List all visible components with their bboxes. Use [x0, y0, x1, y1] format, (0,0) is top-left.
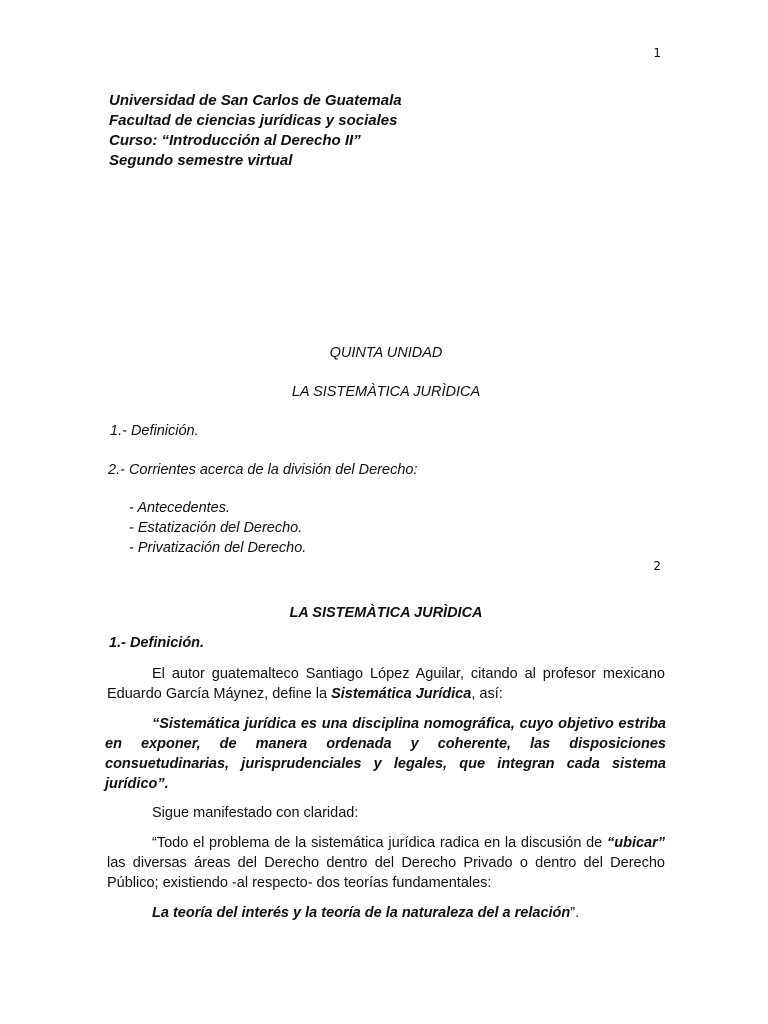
paragraph-emphasis: “ubicar”: [606, 835, 665, 851]
definition-quote: [105, 714, 666, 794]
paragraph-text: ”.: [570, 905, 580, 921]
paragraph-theories: [107, 903, 665, 923]
header-semester: Segundo semestre virtual: [109, 152, 293, 169]
paragraph-text: , así:: [471, 686, 503, 702]
paragraph-definition: [107, 664, 665, 704]
paragraph-text: El autor guatemalteco Santiago López Aguilar, citando al profesor mexicano Eduardo García Máynez, define la: [107, 666, 665, 702]
section-heading: 1.- Definición.: [109, 635, 205, 651]
paragraph-emphasis: Sistemática Jurídica: [331, 686, 472, 702]
page-title: LA SISTEMÀTICA JURÌDICA: [291, 384, 481, 400]
paragraph-emphasis: La teoría del interés y la teoría de la naturaleza del a relación: [152, 905, 571, 921]
header-faculty: Facultad de ciencias jurídicas y sociales: [109, 112, 398, 129]
page-number-1: 1: [653, 46, 661, 60]
paragraph-follow: [107, 803, 665, 823]
outline-item-1: 1.- Definición.: [110, 423, 199, 439]
outline-subitem: - Estatización del Derecho.: [129, 520, 303, 536]
paragraph-problem: [107, 833, 665, 893]
outline-subitem: - Privatización del Derecho.: [129, 540, 307, 556]
paragraph-text: Sigue manifestado con claridad:: [152, 805, 359, 821]
quote-text: “Sistemática jurídica es una disciplina nomográfica, cuyo objetivo estriba en exponer, de manera ordenada y coherente, las disposiciones consuetudinarias, jurisprudenciales y legales, que integran cada sistema jurídico”.: [105, 716, 666, 792]
header-university: Universidad de San Carlos de Guatemala: [109, 92, 402, 109]
header-course: Curso: “Introducción al Derecho II”: [109, 132, 361, 149]
page-number-2: 2: [653, 559, 661, 573]
paragraph-text: las diversas áreas del Derecho dentro del Derecho Privado o dentro del Derecho Público; existiendo -al respecto- dos teorías fundamentales:: [107, 855, 665, 891]
outline-item-2: 2.- Corrientes acerca de la división del Derecho:: [108, 462, 418, 478]
section-title: LA SISTEMÀTICA JURÌDICA: [289, 605, 483, 621]
paragraph-text: “Todo el problema de la sistemática jurídica radica en la discusión de: [152, 835, 607, 851]
unit-title: QUINTA UNIDAD: [329, 345, 443, 361]
outline-subitem: - Antecedentes.: [129, 500, 231, 516]
